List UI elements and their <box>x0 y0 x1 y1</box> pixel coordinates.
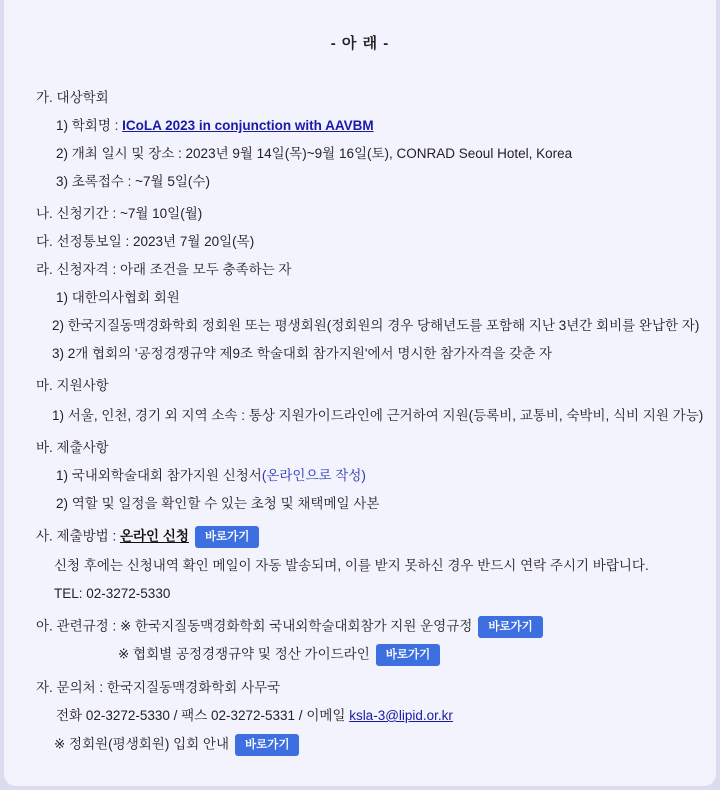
rule-1-shortcut-button[interactable]: 바로가기 <box>478 616 542 638</box>
support-title: 마. 지원사항 <box>36 378 109 393</box>
related-rules-row-1 <box>36 616 543 638</box>
conference-name-row <box>56 116 374 136</box>
application-period: 나. 신청기간 : ~7월 10일(월) <box>36 206 203 221</box>
eligibility-item-3: 3) 2개 협회의 '공정경쟁규약 제9조 학술대회 참가지원'에서 명시한 참가자격을 갖춘 자 <box>52 346 553 361</box>
submission-method-row <box>36 526 259 548</box>
related-rules-row-2 <box>118 644 440 666</box>
confirmation-mail-note: 신청 후에는 신청내역 확인 메일이 자동 발송되며, 이를 받지 못하신 경우 반드시 연락 주시기 바랍니다. <box>54 558 649 573</box>
abstract-deadline: 3) 초록접수 : ~7월 5일(수) <box>56 174 210 189</box>
online-note: (온라인으로 작성) <box>261 468 366 483</box>
rule-1-text: ※ 한국지질동맥경화학회 국내외학술대회참가 지원 운영규정 <box>119 618 473 634</box>
membership-row <box>54 734 299 756</box>
related-rules-label: 아. 관련규정 : <box>36 618 120 634</box>
online-apply-link[interactable]: 온라인 신청 <box>119 528 189 544</box>
rule-2-text: ※ 협회별 공정경쟁규약 및 정산 가이드라인 <box>118 646 370 662</box>
submission-item-2: 2) 역할 및 일정을 확인할 수 있는 초청 및 채택메일 사본 <box>56 496 380 511</box>
contact-email-link[interactable]: ksla-3@lipid.or.kr <box>349 708 453 723</box>
membership-guide-text: ※ 정회원(평생회원) 입회 안내 <box>54 736 230 752</box>
contact-tel: TEL: 02-3272-5330 <box>54 586 171 601</box>
notification-date: 다. 선정통보일 : 2023년 7월 20일(목) <box>36 234 255 249</box>
conference-name-label: 1) 학회명 : <box>56 118 123 133</box>
rule-2-shortcut-button[interactable]: 바로가기 <box>376 644 440 666</box>
submission-method-label: 사. 제출방법 : <box>36 528 120 544</box>
apply-shortcut-button[interactable]: 바로가기 <box>195 526 259 548</box>
section-heading: - 아 래 - <box>330 35 390 52</box>
contact-phone-fax: 전화 02-3272-5330 / 팩스 02-3272-5331 / 이메일 <box>56 708 350 723</box>
submission-item-1 <box>56 466 366 486</box>
conference-date-venue: 2) 개최 일시 및 장소 : 2023년 9월 14일(목)~9월 16일(토), CONRAD Seoul Hotel, Korea <box>56 146 573 161</box>
contact-details-row <box>56 706 453 726</box>
eligibility-item-2: 2) 한국지질동맥경화학회 정회원 또는 평생회원(정회원의 경우 당해년도를 포함해 지난 3년간 회비를 완납한 자) <box>52 318 700 333</box>
contact-title: 자. 문의처 : 한국지질동맥경화학회 사무국 <box>36 680 281 695</box>
eligibility-title: 라. 신청자격 : 아래 조건을 모두 충족하는 자 <box>36 262 292 277</box>
support-item-1: 1) 서울, 인천, 경기 외 지역 소속 : 통상 지원가이드라인에 근거하여 지원(등록비, 교통비, 숙박비, 식비 지원 가능) <box>52 408 704 423</box>
membership-shortcut-button[interactable]: 바로가기 <box>235 734 299 756</box>
eligibility-item-1: 1) 대한의사협회 회원 <box>56 290 180 305</box>
notice-card <box>4 0 716 786</box>
application-form-text: 1) 국내외학술대회 참가지원 신청서 <box>56 468 262 483</box>
conference-name-link[interactable]: ICoLA 2023 in conjunction with AAVBM <box>122 118 374 133</box>
target-conference-title: 가. 대상학회 <box>36 90 109 105</box>
submission-items-title: 바. 제출사항 <box>36 440 109 455</box>
